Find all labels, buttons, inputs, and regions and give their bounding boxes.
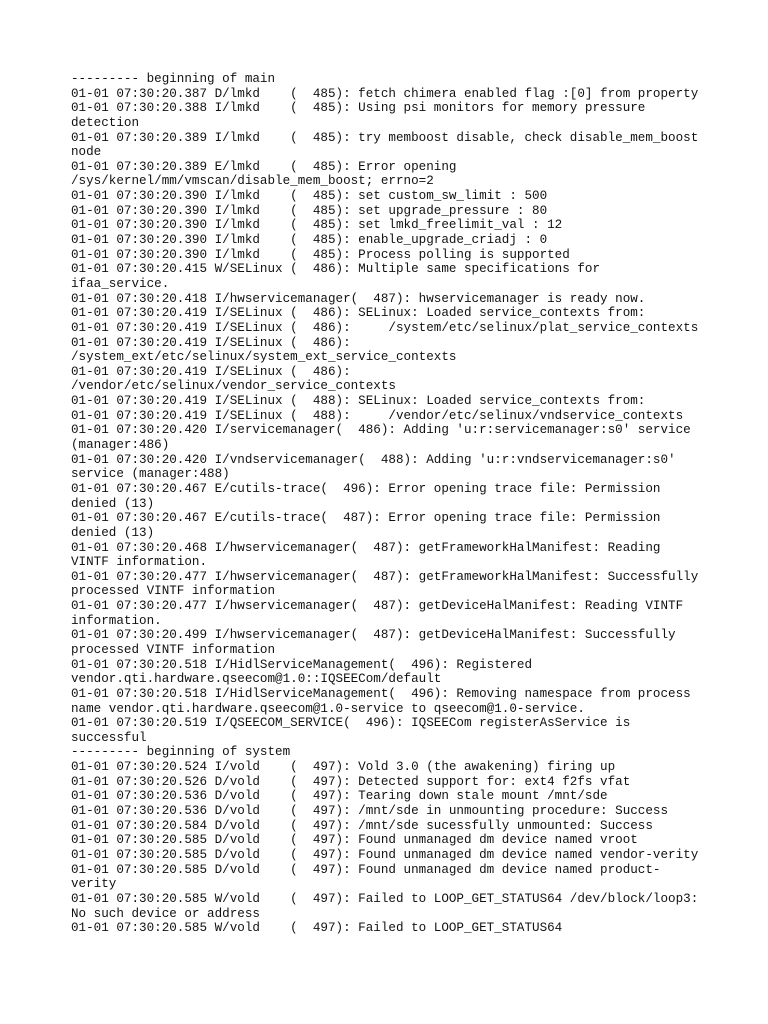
log-line: 01-01 07:30:20.418 I/hwservicemanager( 487): hwservicemanager is ready now. — [71, 291, 646, 306]
log-line: vendor.qti.hardware.qseecom@1.0::IQSEECom/default — [71, 672, 442, 687]
log-line: 01-01 07:30:20.585 D/vold ( 497): Found unmanaged dm device named product- — [71, 862, 661, 877]
log-line: information. — [71, 613, 162, 628]
log-line: 01-01 07:30:20.419 I/SELinux ( 486): — [71, 364, 351, 379]
log-line: 01-01 07:30:20.390 I/lmkd ( 485): set upgrade_pressure : 80 — [71, 203, 548, 218]
log-line: successful — [71, 730, 147, 745]
log-line: 01-01 07:30:20.420 I/vndservicemanager( 488): Adding 'u:r:vndservicemanager:s0' — [71, 452, 676, 467]
log-line: 01-01 07:30:20.390 I/lmkd ( 485): enable_upgrade_criadj : 0 — [71, 233, 548, 248]
log-line: 01-01 07:30:20.419 I/SELinux ( 486): /system/etc/selinux/plat_service_contexts — [71, 320, 699, 335]
log-line: 01-01 07:30:20.518 I/HidlServiceManagement( 496): Removing namespace from process — [71, 686, 691, 701]
log-line: detection — [71, 115, 140, 130]
log-line: 01-01 07:30:20.390 I/lmkd ( 485): Process polling is supported — [71, 247, 570, 262]
log-line: verity — [71, 877, 117, 892]
log-line: --------- beginning of system — [71, 745, 291, 760]
log-line: processed VINTF information — [71, 584, 276, 599]
log-line: /vendor/etc/selinux/vendor_service_contexts — [71, 379, 396, 394]
log-line: 01-01 07:30:20.584 D/vold ( 497): /mnt/sde sucessfully unmounted: Success — [71, 818, 653, 833]
log-line: 01-01 07:30:20.419 I/SELinux ( 488): /vendor/etc/selinux/vndservice_contexts — [71, 408, 684, 423]
log-line: 01-01 07:30:20.536 D/vold ( 497): Tearing down stale mount /mnt/sde — [71, 789, 608, 804]
log-line: 01-01 07:30:20.585 D/vold ( 497): Found unmanaged dm device named vendor-verity — [71, 847, 699, 862]
log-line: denied (13) — [71, 496, 155, 511]
log-line: (manager:486) — [71, 438, 170, 453]
log-line: No such device or address — [71, 906, 260, 921]
log-line: node — [71, 145, 102, 160]
log-line: 01-01 07:30:20.389 E/lmkd ( 485): Error opening — [71, 159, 457, 174]
log-line: 01-01 07:30:20.477 I/hwservicemanager( 487): getDeviceHalManifest: Reading VINTF — [71, 599, 684, 614]
log-line: 01-01 07:30:20.499 I/hwservicemanager( 487): getDeviceHalManifest: Successfully — [71, 628, 676, 643]
log-line: 01-01 07:30:20.477 I/hwservicemanager( 487): getFrameworkHalManifest: Successfully — [71, 569, 699, 584]
log-line: VINTF information. — [71, 555, 208, 570]
log-line: 01-01 07:30:20.387 D/lmkd ( 485): fetch chimera enabled flag :[0] from property — [71, 86, 699, 101]
log-line: service (manager:488) — [71, 467, 230, 482]
log-line: /sys/kernel/mm/vmscan/disable_mem_boost; errno=2 — [71, 174, 434, 189]
log-line: 01-01 07:30:20.518 I/HidlServiceManagement( 496): Registered — [71, 657, 533, 672]
log-line: denied (13) — [71, 525, 155, 540]
log-line: 01-01 07:30:20.388 I/lmkd ( 485): Using psi monitors for memory pressure — [71, 101, 646, 116]
log-line: ifaa_service. — [71, 276, 170, 291]
log-line: 01-01 07:30:20.536 D/vold ( 497): /mnt/sde in unmounting procedure: Success — [71, 804, 669, 819]
log-line: 01-01 07:30:20.419 I/SELinux ( 486): — [71, 335, 351, 350]
log-line: 01-01 07:30:20.415 W/SELinux ( 486): Multiple same specifications for — [71, 262, 601, 277]
log-line: 01-01 07:30:20.420 I/servicemanager( 486): Adding 'u:r:servicemanager:s0' service — [71, 423, 691, 438]
log-line: 01-01 07:30:20.390 I/lmkd ( 485): set custom_sw_limit : 500 — [71, 189, 548, 204]
log-line: processed VINTF information — [71, 642, 276, 657]
log-line: 01-01 07:30:20.526 D/vold ( 497): Detected support for: ext4 f2fs vfat — [71, 774, 631, 789]
log-line: 01-01 07:30:20.524 I/vold ( 497): Vold 3.0 (the awakening) firing up — [71, 760, 616, 775]
log-line: 01-01 07:30:20.519 I/QSEECOM_SERVICE( 496): IQSEECom registerAsService is — [71, 716, 631, 731]
log-line: 01-01 07:30:20.467 E/cutils-trace( 487): Error opening trace file: Permission — [71, 511, 661, 526]
log-line: 01-01 07:30:20.390 I/lmkd ( 485): set lmkd_freelimit_val : 12 — [71, 218, 563, 233]
log-line: 01-01 07:30:20.585 W/vold ( 497): Failed to LOOP_GET_STATUS64 — [71, 921, 563, 936]
log-line: 01-01 07:30:20.467 E/cutils-trace( 496): Error opening trace file: Permission — [71, 481, 661, 496]
log-line: --------- beginning of main — [71, 72, 276, 86]
log-line: name vendor.qti.hardware.qseecom@1.0-service to qseecom@1.0-service. — [71, 701, 585, 716]
log-document — [71, 72, 711, 936]
log-line: 01-01 07:30:20.389 I/lmkd ( 485): try memboost disable, check disable_mem_boost — [71, 130, 699, 145]
log-line: 01-01 07:30:20.468 I/hwservicemanager( 487): getFrameworkHalManifest: Reading — [71, 540, 661, 555]
log-line: 01-01 07:30:20.419 I/SELinux ( 486): SELinux: Loaded service_contexts from: — [71, 306, 646, 321]
log-line: /system_ext/etc/selinux/system_ext_service_contexts — [71, 350, 457, 365]
log-line: 01-01 07:30:20.585 D/vold ( 497): Found unmanaged dm device named vroot — [71, 833, 638, 848]
log-line: 01-01 07:30:20.419 I/SELinux ( 488): SELinux: Loaded service_contexts from: — [71, 394, 646, 409]
log-line: 01-01 07:30:20.585 W/vold ( 497): Failed to LOOP_GET_STATUS64 /dev/block/loop3: — [71, 891, 699, 906]
